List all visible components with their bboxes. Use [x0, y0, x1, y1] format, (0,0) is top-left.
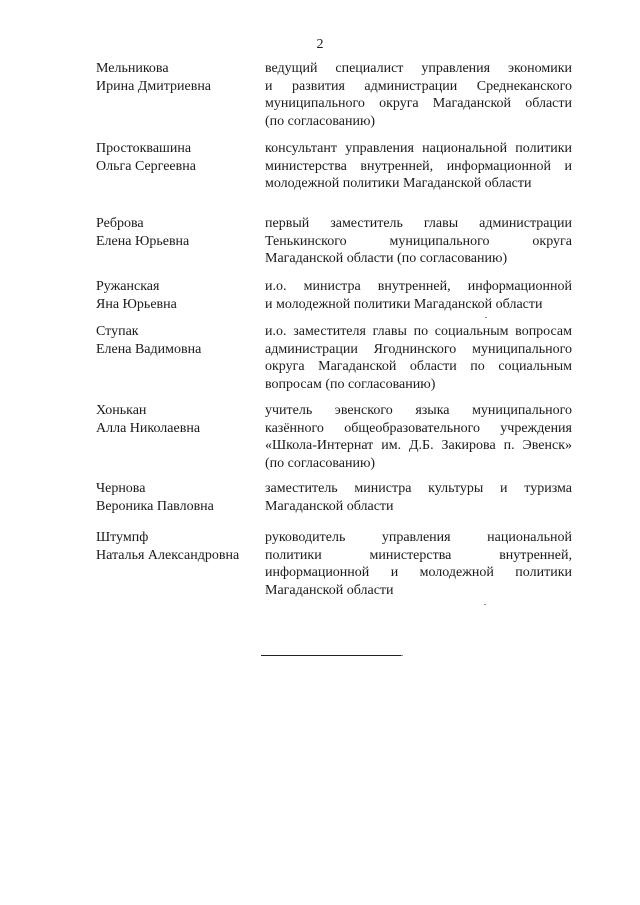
scan-speck	[401, 655, 403, 656]
position-line: Магаданской области	[265, 582, 394, 598]
position-line: вопросам (по согласованию)	[265, 376, 436, 392]
member-surname: Простоквашина	[96, 141, 192, 156]
member-given-names: Елена Юрьевна	[96, 233, 190, 249]
position-line: информационной и молодежной политики	[265, 565, 572, 580]
member-surname: Ступак	[96, 324, 139, 339]
member-position	[265, 480, 572, 515]
member-position	[265, 60, 572, 130]
position-line: первый заместитель главы администрации	[265, 216, 572, 231]
position-line: и.о. министра внутренней, информационной	[265, 279, 572, 294]
position-line: (по согласованию)	[265, 113, 376, 129]
member-surname: Ружанская	[96, 279, 160, 294]
position-line: консультант управления национальной политики	[265, 141, 572, 156]
position-line: администрации Ягоднинского муниципального	[265, 341, 572, 357]
position-line: муниципального округа Магаданской области	[265, 96, 572, 111]
member-position	[265, 402, 572, 472]
member-name	[96, 323, 256, 358]
member-given-names: Ирина Дмитриевна	[96, 78, 212, 94]
position-line: заместитель министра культуры и туризма	[265, 481, 572, 496]
member-name	[96, 402, 256, 437]
member-surname: Чернова	[96, 481, 146, 496]
closing-separator-line	[261, 655, 401, 656]
scan-speck	[485, 317, 487, 318]
member-given-names: Елена Вадимовна	[96, 341, 202, 357]
position-line: Магаданской области (по согласованию)	[265, 251, 508, 266]
position-line: и.о. заместителя главы по социальным вопросам	[265, 324, 572, 339]
member-name	[96, 480, 256, 515]
position-line: молодежной политики Магаданской области	[265, 176, 532, 191]
member-position	[265, 278, 572, 313]
member-name	[96, 278, 256, 313]
member-name	[96, 215, 256, 250]
position-line: Тенькинского муниципального округа	[265, 233, 572, 249]
member-name	[96, 60, 256, 95]
position-line: руководитель управления национальной	[265, 530, 572, 545]
member-position	[265, 323, 572, 393]
position-line: политики министерства внутренней,	[265, 547, 572, 563]
member-surname: Штумпф	[96, 530, 149, 545]
position-line: министерства внутренней, информационной и	[265, 158, 572, 174]
position-line: казённого общеобразовательного учреждения	[265, 420, 572, 436]
member-given-names: Алла Николаевна	[96, 420, 201, 436]
position-line: (по согласованию)	[265, 455, 376, 471]
member-surname: Реброва	[96, 216, 144, 231]
position-line: ведущий специалист управления экономики	[265, 61, 572, 76]
member-given-names: Ольга Сергеевна	[96, 158, 196, 174]
position-line: округа Магаданской области по социальным	[265, 359, 572, 374]
scan-speck	[484, 604, 486, 605]
member-position	[265, 140, 572, 193]
member-position	[265, 215, 572, 268]
position-line: и молодежной политики Магаданской области	[265, 296, 543, 312]
position-line: учитель эвенского языка муниципального	[265, 403, 572, 418]
member-name	[96, 140, 256, 175]
member-given-names: Наталья Александровна	[96, 547, 240, 563]
page-number: 2	[316, 37, 324, 52]
member-surname: Хонькан	[96, 403, 147, 418]
member-given-names: Яна Юрьевна	[96, 296, 177, 312]
member-name	[96, 529, 256, 564]
member-given-names: Вероника Павловна	[96, 498, 214, 514]
member-position	[265, 529, 572, 599]
position-line: и развития администрации Среднеканского	[265, 78, 572, 94]
position-line: Магаданской области	[265, 498, 394, 514]
member-surname: Мельникова	[96, 61, 169, 76]
position-line: «Школа-Интернат им. Д.Б. Закирова п. Эвенск»	[265, 438, 572, 453]
